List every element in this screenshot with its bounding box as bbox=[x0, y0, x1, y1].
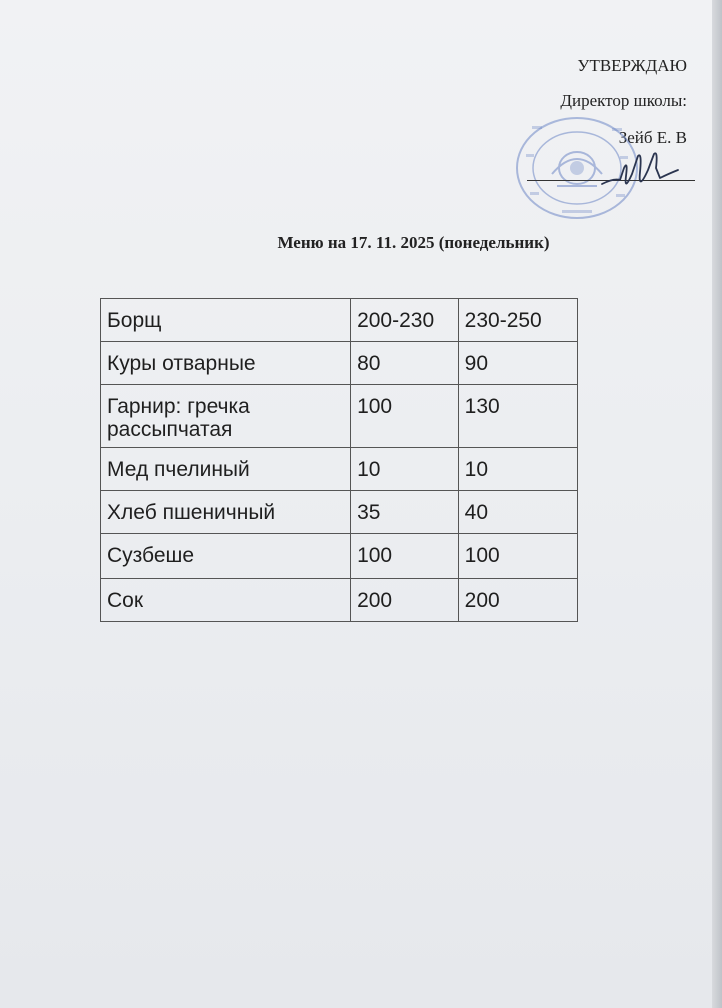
menu-table bbox=[100, 298, 578, 622]
portion-large: 40 bbox=[458, 491, 577, 534]
table-row bbox=[101, 299, 578, 342]
approver-name: Зейб Е. В bbox=[618, 128, 687, 147]
portion-small: 100 bbox=[351, 385, 459, 448]
portion-small: 200-230 bbox=[351, 299, 459, 342]
portion-large: 230-250 bbox=[458, 299, 577, 342]
dish-name: Хлеб пшеничный bbox=[101, 491, 351, 534]
table-row bbox=[101, 491, 578, 534]
portion-large: 10 bbox=[458, 448, 577, 491]
dish-name: Сок bbox=[101, 579, 351, 622]
dish-name: Сузбеше bbox=[101, 534, 351, 579]
portion-small: 80 bbox=[351, 342, 459, 385]
table-row bbox=[101, 385, 578, 448]
portion-large: 130 bbox=[458, 385, 577, 448]
dish-name: Куры отварные bbox=[101, 342, 351, 385]
handwritten-signature bbox=[598, 148, 680, 196]
approver-position: Директор школы: bbox=[560, 91, 687, 110]
portion-small: 100 bbox=[351, 534, 459, 579]
table-row bbox=[101, 342, 578, 385]
portion-large: 200 bbox=[458, 579, 577, 622]
portion-large: 100 bbox=[458, 534, 577, 579]
menu-title: Меню на 17. 11. 2025 (понедельник) bbox=[277, 233, 550, 252]
portion-small: 10 bbox=[351, 448, 459, 491]
dish-name: Мед пчелиный bbox=[101, 448, 351, 491]
portion-small: 35 bbox=[351, 491, 459, 534]
table-row bbox=[101, 534, 578, 579]
table-row bbox=[101, 579, 578, 622]
dish-name: Гарнир: гречка рассыпчатая bbox=[101, 385, 351, 448]
portion-large: 90 bbox=[458, 342, 577, 385]
portion-small: 200 bbox=[351, 579, 459, 622]
page-edge bbox=[712, 0, 722, 1008]
approval-heading: УТВЕРЖДАЮ bbox=[577, 56, 687, 75]
dish-name: Борщ bbox=[101, 299, 351, 342]
table-row bbox=[101, 448, 578, 491]
